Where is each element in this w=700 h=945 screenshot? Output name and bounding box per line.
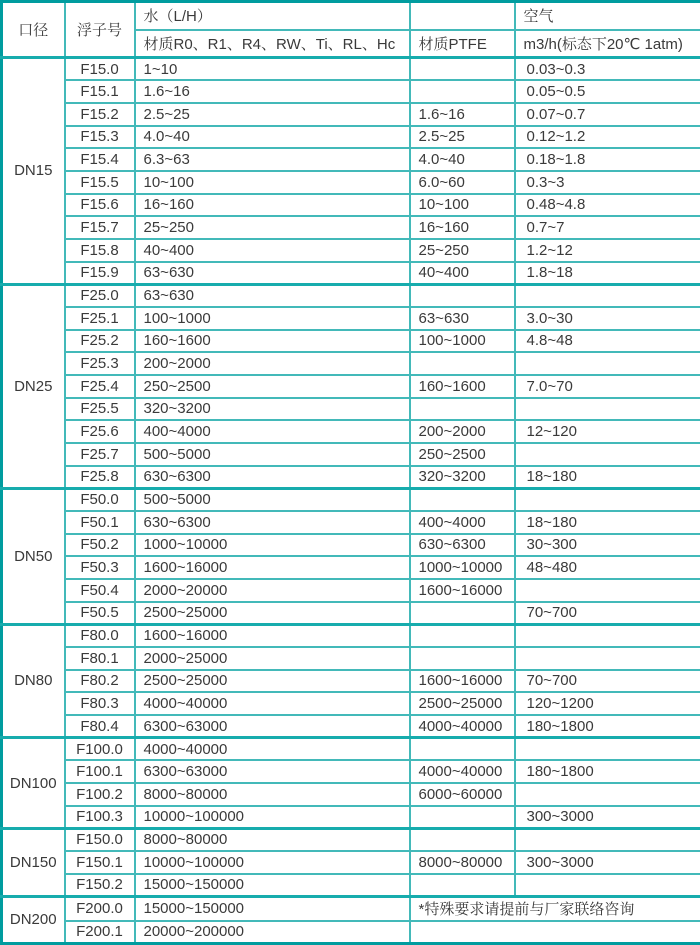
table-row: [2, 738, 700, 761]
water-material-r-cell: 10000~100000: [135, 806, 410, 829]
air-cell: [515, 647, 700, 670]
water-ptfe-cell: [410, 828, 515, 851]
water-material-r-cell: 63~630: [135, 262, 410, 285]
air-cell: 180~1800: [515, 760, 700, 783]
table-row: [2, 284, 700, 307]
water-material-r-cell: 4000~40000: [135, 692, 410, 715]
table-row: [2, 420, 700, 443]
float-no-cell: F80.4: [65, 715, 135, 738]
table-row: [2, 896, 700, 920]
air-cell: [515, 443, 700, 466]
water-material-r-cell: 63~630: [135, 284, 410, 307]
air-cell: [515, 352, 700, 375]
float-no-cell: F100.1: [65, 760, 135, 783]
air-cell: 300~3000: [515, 851, 700, 874]
water-ptfe-cell: [410, 602, 515, 625]
float-no-cell: F50.1: [65, 511, 135, 534]
air-cell: 3.0~30: [515, 307, 700, 330]
water-material-r-cell: 6.3~63: [135, 148, 410, 171]
water-material-r-cell: 500~5000: [135, 488, 410, 511]
float-no-cell: F15.3: [65, 126, 135, 149]
float-no-cell: F15.7: [65, 216, 135, 239]
table-row: [2, 80, 700, 103]
water-ptfe-cell: 100~1000: [410, 330, 515, 353]
float-no-cell: F25.7: [65, 443, 135, 466]
water-ptfe-cell: 1600~16000: [410, 670, 515, 693]
water-material-r-cell: 4000~40000: [135, 738, 410, 761]
header-diameter: 口径: [2, 2, 65, 58]
water-ptfe-cell: 6000~60000: [410, 783, 515, 806]
water-material-r-cell: 10~100: [135, 171, 410, 194]
water-material-r-cell: 20000~200000: [135, 921, 410, 944]
float-no-cell: F80.3: [65, 692, 135, 715]
water-ptfe-cell: 2.5~25: [410, 126, 515, 149]
float-no-cell: F25.3: [65, 352, 135, 375]
air-cell: 12~120: [515, 420, 700, 443]
float-no-cell: F150.1: [65, 851, 135, 874]
float-no-cell: F25.6: [65, 420, 135, 443]
float-no-cell: F200.1: [65, 921, 135, 944]
float-no-cell: F150.0: [65, 828, 135, 851]
water-material-r-cell: 2500~25000: [135, 602, 410, 625]
water-ptfe-cell: 63~630: [410, 307, 515, 330]
water-material-r-cell: 250~2500: [135, 375, 410, 398]
water-ptfe-cell: [410, 624, 515, 647]
float-no-cell: F50.0: [65, 488, 135, 511]
water-ptfe-cell: 10~100: [410, 194, 515, 217]
water-material-r-cell: 8000~80000: [135, 828, 410, 851]
water-material-r-cell: 4.0~40: [135, 126, 410, 149]
air-cell: [515, 783, 700, 806]
header-air-unit: m3/h(标态下20℃ 1atm): [515, 30, 700, 58]
air-cell: 0.07~0.7: [515, 103, 700, 126]
diameter-cell: DN50: [2, 488, 65, 624]
diameter-cell: DN150: [2, 828, 65, 896]
water-material-r-cell: 630~6300: [135, 511, 410, 534]
air-cell: 0.18~1.8: [515, 148, 700, 171]
water-material-r-cell: 1600~16000: [135, 624, 410, 647]
air-cell: 30~300: [515, 534, 700, 557]
water-material-r-cell: 2.5~25: [135, 103, 410, 126]
table-row: [2, 511, 700, 534]
merged-empty-cell: [410, 921, 700, 944]
water-ptfe-cell: 400~4000: [410, 511, 515, 534]
water-material-r-cell: 8000~80000: [135, 783, 410, 806]
water-ptfe-cell: [410, 738, 515, 761]
water-material-r-cell: 320~3200: [135, 398, 410, 421]
table-row: [2, 103, 700, 126]
table-row: [2, 375, 700, 398]
water-ptfe-cell: [410, 284, 515, 307]
water-material-r-cell: 40~400: [135, 239, 410, 262]
table-row: [2, 171, 700, 194]
table-row: [2, 262, 700, 285]
water-ptfe-cell: [410, 80, 515, 103]
water-ptfe-cell: 1600~16000: [410, 579, 515, 602]
water-ptfe-cell: [410, 488, 515, 511]
air-cell: 70~700: [515, 602, 700, 625]
air-cell: 0.05~0.5: [515, 80, 700, 103]
air-cell: 4.8~48: [515, 330, 700, 353]
water-ptfe-cell: 40~400: [410, 262, 515, 285]
air-cell: 180~1800: [515, 715, 700, 738]
water-ptfe-cell: 2500~25000: [410, 692, 515, 715]
water-ptfe-cell: 160~1600: [410, 375, 515, 398]
float-no-cell: F25.1: [65, 307, 135, 330]
air-cell: 0.48~4.8: [515, 194, 700, 217]
water-material-r-cell: 2000~25000: [135, 647, 410, 670]
air-cell: [515, 398, 700, 421]
float-no-cell: F80.0: [65, 624, 135, 647]
table-header: [2, 2, 700, 58]
diameter-cell: DN80: [2, 624, 65, 737]
float-no-cell: F50.3: [65, 556, 135, 579]
air-cell: 0.7~7: [515, 216, 700, 239]
water-material-r-cell: 2500~25000: [135, 670, 410, 693]
table-row: [2, 239, 700, 262]
water-ptfe-cell: 4000~40000: [410, 715, 515, 738]
float-no-cell: F15.6: [65, 194, 135, 217]
table-row: [2, 126, 700, 149]
water-material-r-cell: 16~160: [135, 194, 410, 217]
table-row: [2, 443, 700, 466]
water-material-r-cell: 200~2000: [135, 352, 410, 375]
float-no-cell: F15.8: [65, 239, 135, 262]
table-row: [2, 466, 700, 489]
header-water-material-ptfe: 材质PTFE: [410, 30, 515, 58]
water-material-r-cell: 500~5000: [135, 443, 410, 466]
water-material-r-cell: 10000~100000: [135, 851, 410, 874]
water-ptfe-cell: 630~6300: [410, 534, 515, 557]
water-material-r-cell: 400~4000: [135, 420, 410, 443]
water-ptfe-cell: 4000~40000: [410, 760, 515, 783]
water-ptfe-cell: 16~160: [410, 216, 515, 239]
table-row: [2, 579, 700, 602]
float-no-cell: F50.5: [65, 602, 135, 625]
table-row: [2, 670, 700, 693]
table-row: [2, 556, 700, 579]
header-water-group: 水（L/H）: [135, 2, 410, 30]
table-row: [2, 692, 700, 715]
water-ptfe-cell: 8000~80000: [410, 851, 515, 874]
water-ptfe-cell: 25~250: [410, 239, 515, 262]
float-no-cell: F25.5: [65, 398, 135, 421]
table-row: [2, 58, 700, 81]
table-row: [2, 216, 700, 239]
water-ptfe-cell: 1000~10000: [410, 556, 515, 579]
float-no-cell: F100.0: [65, 738, 135, 761]
air-cell: [515, 488, 700, 511]
water-ptfe-cell: 1.6~16: [410, 103, 515, 126]
air-cell: [515, 738, 700, 761]
table-row: [2, 624, 700, 647]
table-row: [2, 398, 700, 421]
float-no-cell: F50.2: [65, 534, 135, 557]
diameter-cell: DN100: [2, 738, 65, 829]
header-float-no: 浮子号: [65, 2, 135, 58]
water-ptfe-cell: 320~3200: [410, 466, 515, 489]
table-row: [2, 851, 700, 874]
water-ptfe-cell: 4.0~40: [410, 148, 515, 171]
float-no-cell: F15.5: [65, 171, 135, 194]
table-row: [2, 352, 700, 375]
diameter-cell: DN15: [2, 58, 65, 285]
diameter-cell: DN25: [2, 284, 65, 488]
header-water-material-r: 材质R0、R1、R4、RW、Ti、RL、Hc: [135, 30, 410, 58]
water-material-r-cell: 1~10: [135, 58, 410, 81]
air-cell: [515, 828, 700, 851]
water-material-r-cell: 160~1600: [135, 330, 410, 353]
table-row: [2, 828, 700, 851]
air-cell: 120~1200: [515, 692, 700, 715]
header-air-group: 空气: [515, 2, 700, 30]
air-cell: [515, 874, 700, 897]
water-ptfe-cell: [410, 874, 515, 897]
table-row: [2, 148, 700, 171]
water-material-r-cell: 630~6300: [135, 466, 410, 489]
float-no-cell: F25.8: [65, 466, 135, 489]
water-ptfe-cell: [410, 647, 515, 670]
water-ptfe-cell: [410, 352, 515, 375]
air-cell: 1.8~18: [515, 262, 700, 285]
float-no-cell: F50.4: [65, 579, 135, 602]
float-no-cell: F80.1: [65, 647, 135, 670]
water-ptfe-cell: 200~2000: [410, 420, 515, 443]
water-material-r-cell: 15000~150000: [135, 874, 410, 897]
water-ptfe-cell: 250~2500: [410, 443, 515, 466]
float-no-cell: F80.2: [65, 670, 135, 693]
table-row: [2, 760, 700, 783]
air-cell: 18~180: [515, 511, 700, 534]
table-row: [2, 307, 700, 330]
table-row: [2, 488, 700, 511]
float-no-cell: F15.4: [65, 148, 135, 171]
air-cell: 300~3000: [515, 806, 700, 829]
table-row: [2, 715, 700, 738]
water-material-r-cell: 15000~150000: [135, 896, 410, 920]
float-no-cell: F15.1: [65, 80, 135, 103]
water-material-r-cell: 25~250: [135, 216, 410, 239]
water-ptfe-cell: [410, 398, 515, 421]
table-row: [2, 806, 700, 829]
water-material-r-cell: 6300~63000: [135, 760, 410, 783]
water-material-r-cell: 6300~63000: [135, 715, 410, 738]
water-material-r-cell: 100~1000: [135, 307, 410, 330]
air-cell: [515, 284, 700, 307]
water-ptfe-cell: [410, 58, 515, 81]
water-material-r-cell: 2000~20000: [135, 579, 410, 602]
float-no-cell: F150.2: [65, 874, 135, 897]
table-row: [2, 194, 700, 217]
water-material-r-cell: 1000~10000: [135, 534, 410, 557]
air-cell: 1.2~12: [515, 239, 700, 262]
water-material-r-cell: 1.6~16: [135, 80, 410, 103]
air-cell: 7.0~70: [515, 375, 700, 398]
float-no-cell: F15.0: [65, 58, 135, 81]
water-ptfe-cell: 6.0~60: [410, 171, 515, 194]
air-cell: 0.3~3: [515, 171, 700, 194]
air-cell: [515, 624, 700, 647]
air-cell: 48~480: [515, 556, 700, 579]
table-row: [2, 647, 700, 670]
table-row: [2, 783, 700, 806]
water-material-r-cell: 1600~16000: [135, 556, 410, 579]
air-cell: 18~180: [515, 466, 700, 489]
float-no-cell: F25.4: [65, 375, 135, 398]
table-row: [2, 921, 700, 944]
float-no-cell: F100.3: [65, 806, 135, 829]
header-water-group-spacer: [410, 2, 515, 30]
float-no-cell: F100.2: [65, 783, 135, 806]
air-cell: 0.12~1.2: [515, 126, 700, 149]
float-no-cell: F25.2: [65, 330, 135, 353]
float-no-cell: F15.2: [65, 103, 135, 126]
float-no-cell: F15.9: [65, 262, 135, 285]
air-cell: 70~700: [515, 670, 700, 693]
diameter-cell: DN200: [2, 896, 65, 943]
table-row: [2, 330, 700, 353]
table-body: [2, 58, 700, 944]
air-cell: [515, 579, 700, 602]
table-row: [2, 602, 700, 625]
air-cell: 0.03~0.3: [515, 58, 700, 81]
float-no-cell: F25.0: [65, 284, 135, 307]
table-row: [2, 874, 700, 897]
float-no-cell: F200.0: [65, 896, 135, 920]
water-ptfe-cell: [410, 806, 515, 829]
table-row: [2, 534, 700, 557]
special-note-cell: *特殊要求请提前与厂家联络咨询: [410, 896, 700, 920]
